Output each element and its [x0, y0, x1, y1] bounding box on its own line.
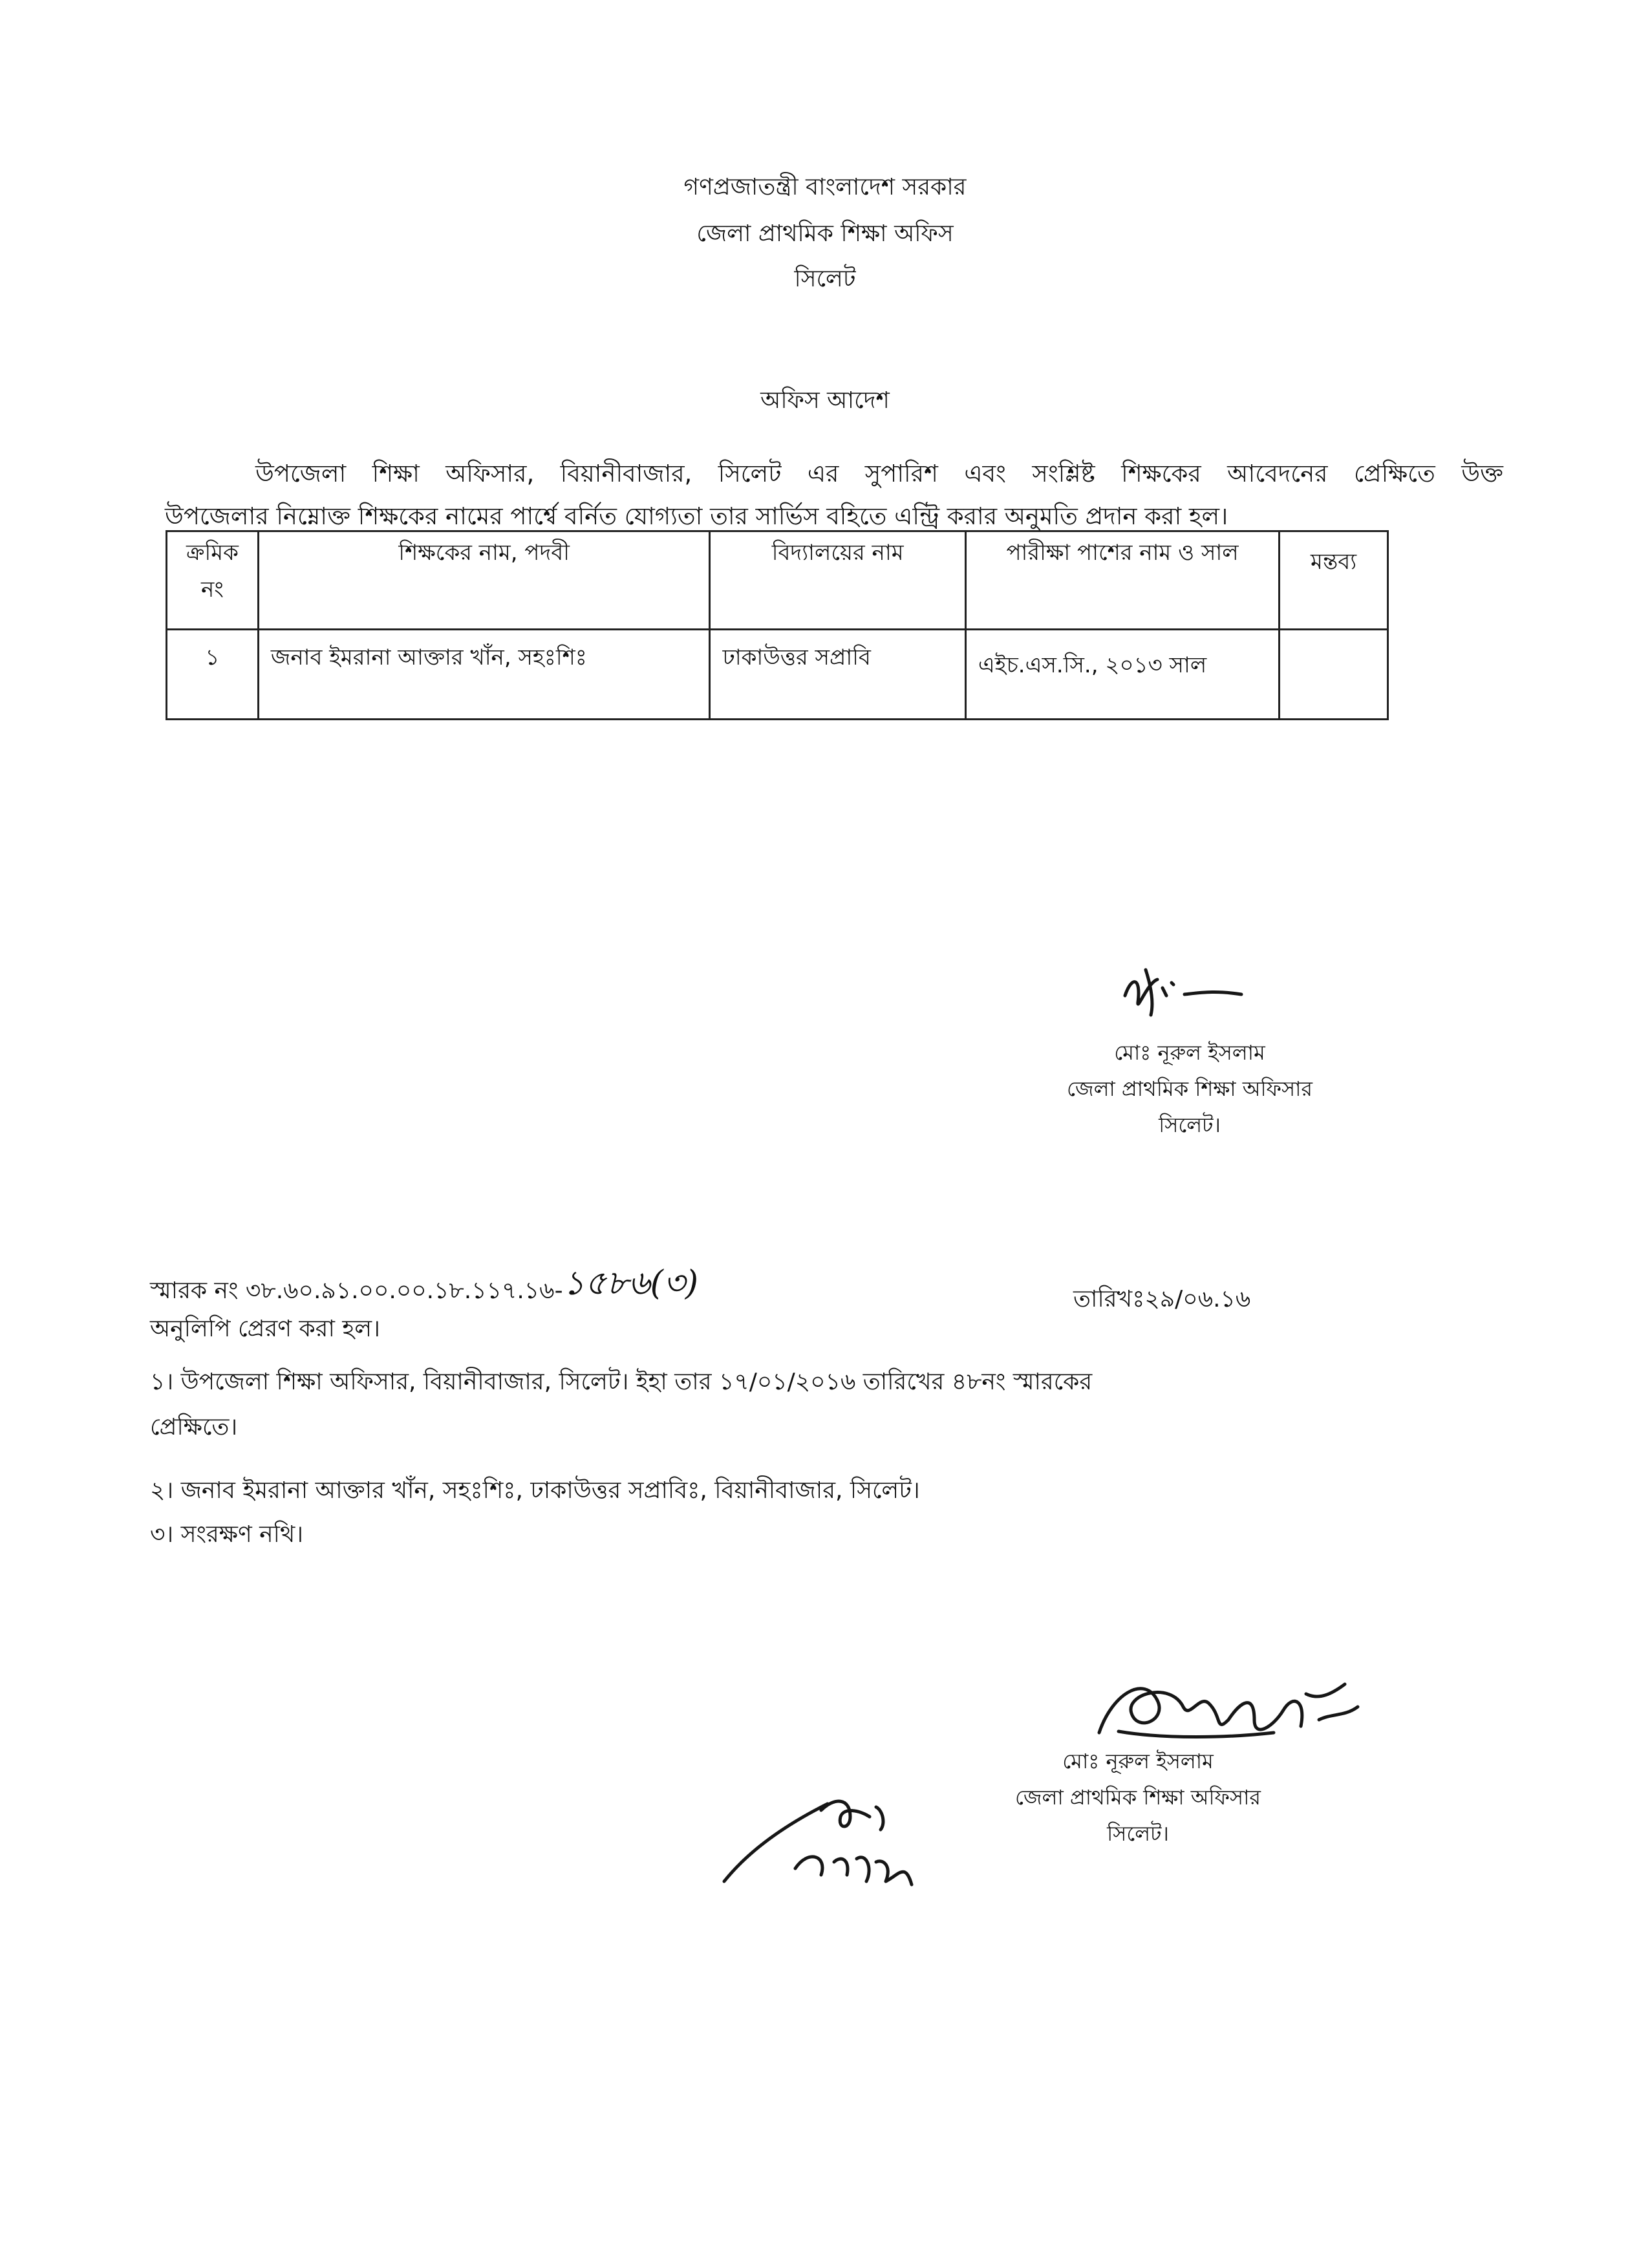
col-serial-header: ক্রমিক নং: [167, 531, 259, 630]
signatory1-block: [1022, 1034, 1358, 1143]
signatory2-block: [963, 1743, 1312, 1852]
govt-title: গণপ্রজাতন্ত্রী বাংলাদেশ সরকার: [683, 174, 967, 200]
col-remarks-header: মন্তব্য: [1280, 531, 1388, 630]
teacher-table: [166, 530, 1389, 720]
memo-date: [1073, 1281, 1250, 1320]
handwritten-note: [711, 1771, 983, 1914]
cell-serial: ১: [167, 630, 259, 720]
memo-date-label: তারিখঃ: [1073, 1286, 1145, 1312]
cell-remarks: [1280, 630, 1388, 720]
cell-school-name: ঢাকাউত্তর সপ্রাবি: [710, 630, 965, 720]
cell-teacher-name: জনাব ইমরানা আক্তার খাঁন, সহঃশিঃ: [258, 630, 710, 720]
memo-number: [150, 1261, 698, 1317]
office-title: জেলা প্রাথমিক শিক্ষা অফিস: [696, 220, 954, 247]
signatory2-name: মোঃ নূরুল ইসলাম: [1062, 1749, 1214, 1773]
copy-item-2: ২। জনাব ইমরানা আক্তার খাঁন, সহঃশিঃ, ঢাকাউত্তর সপ্রাবিঃ, বিয়ানীবাজার, সিলেট।: [150, 1477, 920, 1504]
office-location: সিলেট: [794, 266, 856, 292]
table-row: [167, 630, 1388, 720]
col-school-header: বিদ্যালয়ের নাম: [710, 531, 965, 630]
signatory2-title: জেলা প্রাথমিক শিক্ষা অফিসার: [1014, 1785, 1261, 1810]
signatory1-place: সিলেট।: [1159, 1113, 1221, 1137]
table-header-row: [167, 531, 1388, 630]
signatory1-title: জেলা প্রাথমিক শিক্ষা অফিসার: [1066, 1076, 1313, 1101]
order-body-line1: উপজেলা শিক্ষা অফিসার, বিয়ানীবাজার, সিলেট এর সুপারিশ এবং সংশ্লিষ্ট শিক্ষকের আবেদনের প্রেক্ষিতে উক্ত: [255, 460, 1503, 487]
cell-exam: এইচ.এস.সি., ২০১৩ সাল: [965, 630, 1279, 720]
signatory1-name: মোঃ নূরুল ইসলাম: [1114, 1040, 1265, 1065]
copy-item-1: ১। উপজেলা শিক্ষা অফিসার, বিয়ানীবাজার, সিলেট। ইহা তার ১৭/০১/২০১৬ তারিখের ৪৮নং স্মারকের: [150, 1369, 1093, 1395]
memo-date-value: ২৯/০৬.১৬: [1144, 1286, 1251, 1312]
signatory2-place: সিলেট।: [1107, 1821, 1169, 1846]
memo-number-handwritten: ১৫৮৬(৩): [562, 1264, 699, 1303]
col-exam-header: পারীক্ষা পাশের নাম ও সাল: [965, 531, 1279, 630]
order-title: অফিস আদেশ: [760, 387, 890, 414]
copy-item-1-cont: প্রেক্ষিতে।: [150, 1414, 238, 1440]
order-body-line2: উপজেলার নিম্নোক্ত শিক্ষকের নামের পার্শ্বে বর্নিত যোগ্যতা তার সার্ভিস বহিতে এন্ট্রি করার অনুমতি প্রদান করা হল।: [165, 502, 1228, 530]
copy-item-3: ৩। সংরক্ষণ নথি।: [150, 1521, 304, 1548]
memo-number-text: স্মারক নং ৩৮.৬০.৯১.০০.০০.১৮.১১৭.১৬-: [150, 1278, 563, 1304]
col-name-header: শিক্ষকের নাম, পদবী: [258, 531, 710, 630]
order-body: [165, 453, 1503, 538]
signature-initial: [1112, 957, 1261, 1028]
copy-intro: অনুলিপি প্রেরণ করা হল।: [150, 1316, 380, 1342]
